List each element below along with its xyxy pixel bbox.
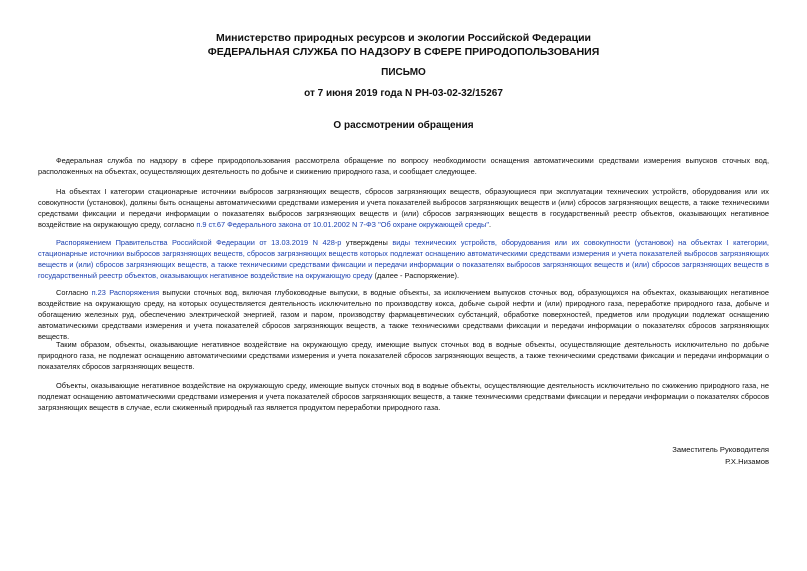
paragraph-intro: Федеральная служба по надзору в сфере природопользования рассмотрела обращение по вопросу необходимости оснащения автоматическими средствами измерения выпусков сточных вод, расположенных на объектах, осуществляющих деятельность по добыче и сжижению природного газа, и сообщает следующее. <box>38 156 769 176</box>
paragraph-conclusion-liquefaction: Объекты, оказывающие негативное воздействие на окружающую среду, имеющие выпуск сточных вод в водные объекты, осуществляющие деятельность исключительно по сжижению природного газа, не подлежат оснащению автоматическими средствами измерения и учета показателей сбросов загрязняющих веществ, а также техническими средствами фиксации и передачи информации о показателях сбросов загрязняющих веществ в случае, если сжиженный природный газ является продуктом переработки природного газа. <box>38 381 769 412</box>
service-name: ФЕДЕРАЛЬНАЯ СЛУЖБА ПО НАДЗОРУ В СФЕРЕ ПРИРОДОПОЛЬЗОВАНИЯ <box>207 46 600 58</box>
paragraph-text: На объектах I категории стационарные источники выбросов загрязняющих веществ, сбросов загрязняющих веществ, образующиеся при эксплуатации технических устройств, оборудования или их совокупности (установок), должны быть оснащены автоматическими средствами измерения и учета показателей выбросов загрязняющих веществ и (или) сбросов загрязняющих веществ, а также техническими средствами фиксации и передачи информации о показателях выбросов загрязняющих веществ и (или) сбросов загрязняющих веществ в государственный реестр объектов, оказывающих негативное воздействие на окружающую среду, согласно <box>38 187 769 229</box>
document-subject: О рассмотрении обращения <box>333 120 474 131</box>
signature-position: Заместитель Руководителя <box>672 445 769 454</box>
decree-link[interactable]: Распоряжением Правительства Российской Федерации от 13.03.2019 N 428-р <box>56 238 342 247</box>
document-type: ПИСЬМО <box>381 67 426 78</box>
paragraph-head: Согласно <box>56 288 92 297</box>
paragraph-tail: . <box>488 220 492 229</box>
paragraph-decree <box>38 237 769 281</box>
paragraph-text: выпуски сточных вод, включая глубоководные выпуски, в водные объекты, за исключением выпусков сточных вод, образующихся на объектах, оказывающих негативное воздействие на окружающую среду, на которых осуществляется деятельность исключительно по производству кокса, добыче сырой нефти и (или) природного газа, переработке природного газа, добыче и обогащению железных руд, обеспечению электрической энергией, газом и паром, производству фармацевтических субстанций, обработке поверхностей, предметов или продукции подлежат оснащению автоматическими средствами измерения и учета показателей сбросов загрязняющих веществ, а также техническими средствами фиксации и передачи информации о показателях сбросов загрязняющих веществ. <box>38 288 769 341</box>
paragraph-tail: (далее - Распоряжение). <box>372 271 460 280</box>
paragraph-clause-23 <box>38 287 769 342</box>
signature-name: Р.Х.Низамов <box>725 457 769 466</box>
ministry-name: Министерство природных ресурсов и экологии Российской Федерации <box>215 32 592 44</box>
paragraph-text: утверждены <box>341 238 393 247</box>
law-link[interactable]: п.9 ст.67 Федерального закона от 10.01.2002 N 7-ФЗ "Об охране окружающей среды" <box>196 220 489 229</box>
clause-23-link[interactable]: п.23 Распоряжения <box>91 288 160 297</box>
paragraph-conclusion-extraction: Таким образом, объекты, оказывающие негативное воздействие на окружающую среду, имеющие выпуск сточных вод в водные объекты, осуществляющие деятельность исключительно по добыче природного газа, не подлежат оснащению автоматическими средствами измерения и учета показателей сбросов загрязняющих веществ, а также техническими средствами фиксации и передачи информации о показателях сбросов загрязняющих веществ. <box>38 340 769 371</box>
document-date-number: от 7 июня 2019 года N РН-03-02-32/15267 <box>304 88 503 99</box>
equipment-types-link[interactable]: виды технических устройств, оборудования или их совокупности (установок) на объектах I категории, стационарные источники выбросов загрязняющих веществ, сбросов загрязняющих веществ которых подлежат оснащению автоматическими средствами измерения и учета показателей выбросов загрязняющих веществ и (или) сбросов загрязняющих веществ, а также техническими средствами фиксации и передачи информации о показателях выбросов загрязняющих веществ и (или) сбросов загрязняющих веществ в государственный реестр объектов, оказывающих негативное воздействие на окружающую среду <box>38 238 769 280</box>
paragraph-category-one <box>38 186 769 230</box>
